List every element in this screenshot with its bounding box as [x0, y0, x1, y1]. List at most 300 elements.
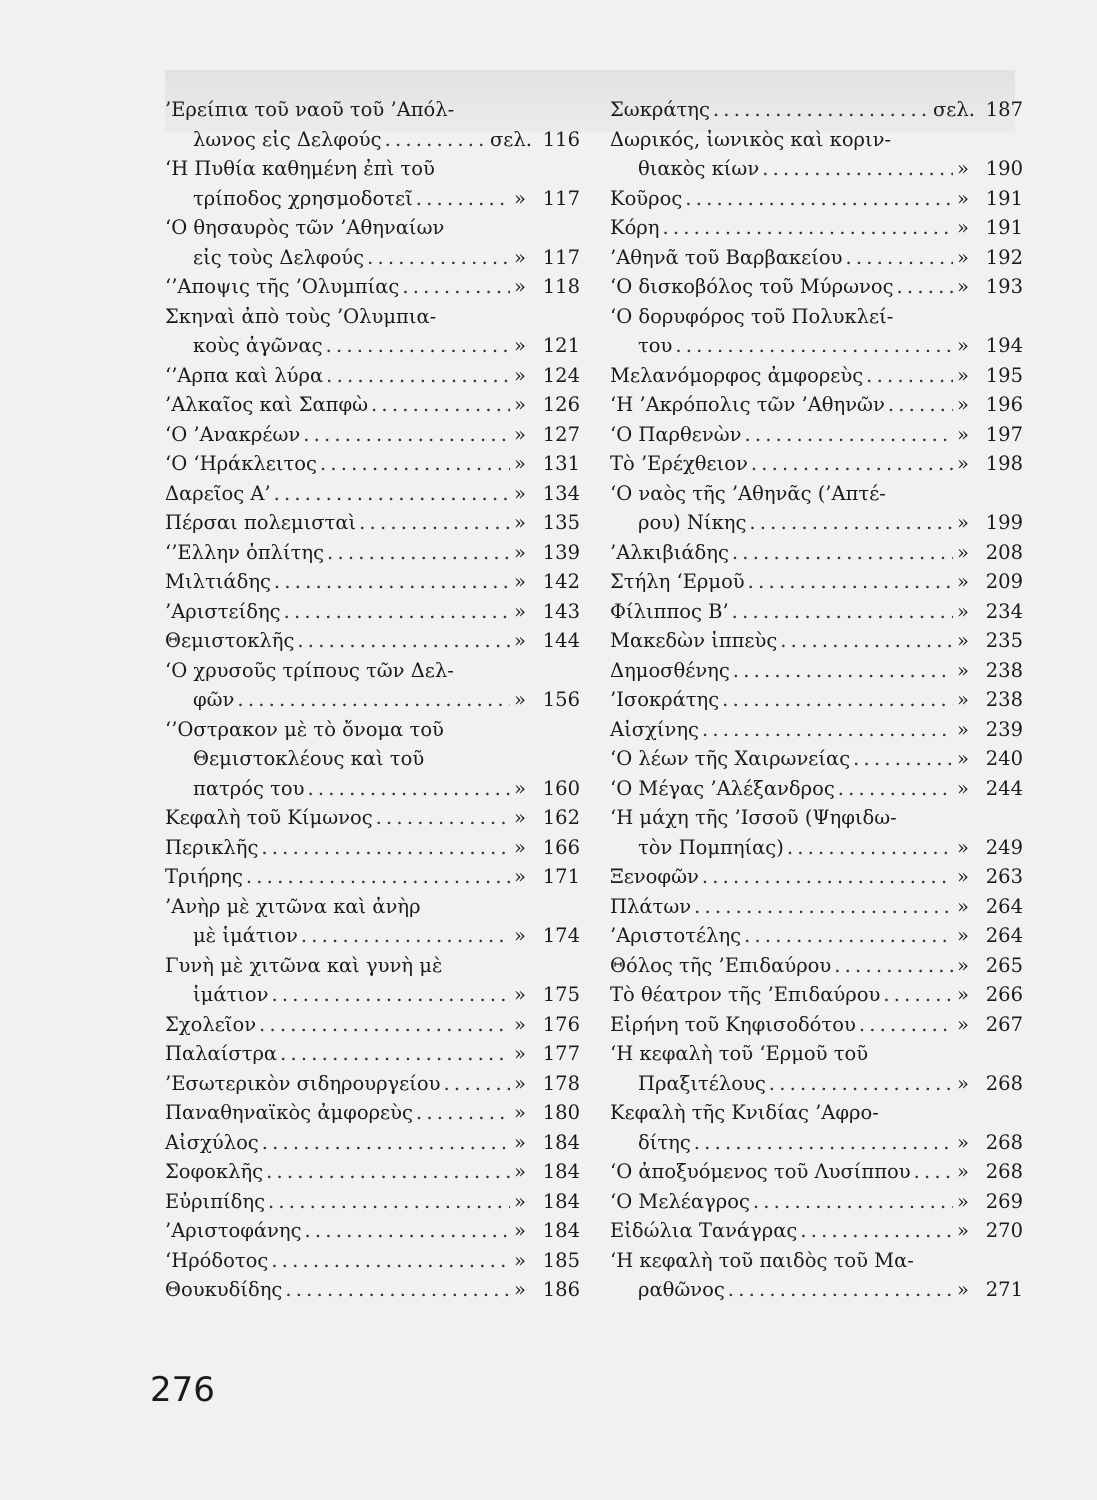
- page-number: 276: [150, 1370, 215, 1410]
- entry-title: πατρός του: [193, 776, 305, 800]
- entry-title: Φίλιππος Β’: [610, 599, 729, 623]
- page-mark: »: [957, 865, 969, 888]
- page-ref: 265: [985, 953, 1023, 977]
- leader-dots: [749, 508, 953, 538]
- page-mark: »: [514, 363, 526, 387]
- entry-title: Παλαίστρα: [165, 1042, 278, 1065]
- leader-dots: [280, 1039, 510, 1069]
- page-mark: »: [514, 1219, 526, 1242]
- page-mark: σελ.: [490, 127, 532, 151]
- index-entry: [165, 597, 580, 627]
- page-ref: 191: [985, 186, 1023, 210]
- page-mark: »: [514, 599, 526, 623]
- page-mark: »: [957, 216, 969, 239]
- entry-title: ‘Η μάχη τῆς ’Ισσοῦ (Ψηφιδω-: [610, 806, 897, 829]
- page-mark: »: [957, 1278, 969, 1301]
- leader-dots: [326, 331, 510, 361]
- index-entry: [610, 184, 1023, 214]
- page-ref: 124: [542, 363, 580, 387]
- page-mark: »: [514, 334, 526, 357]
- page-mark: »: [514, 452, 526, 475]
- entry-title: ‘Ο Μέγας ’Αλέξανδρος: [610, 776, 835, 800]
- index-entry: [165, 1069, 580, 1099]
- entry-title: Σοφοκλῆς: [165, 1160, 264, 1183]
- index-entry: [165, 243, 580, 273]
- index-entry: [610, 1246, 1023, 1276]
- entry-title: Θεμιστοκλῆς: [165, 629, 295, 652]
- index-entry: [165, 1010, 580, 1040]
- page-ref: 184: [542, 1130, 580, 1154]
- page-ref: 199: [985, 511, 1023, 534]
- page-mark: »: [514, 186, 526, 210]
- page-mark: »: [957, 363, 969, 387]
- page-mark: »: [957, 835, 969, 859]
- entry-title: Δαρεῖος Α’: [165, 481, 271, 505]
- page-ref: 171: [542, 865, 580, 888]
- page-mark: σελ.: [933, 98, 975, 121]
- leader-dots: [732, 538, 953, 568]
- index-entry: [610, 479, 1023, 509]
- page-ref: 197: [985, 422, 1023, 446]
- page-ref: 268: [985, 1071, 1023, 1095]
- index-entry: [610, 656, 1023, 686]
- page-mark: »: [957, 953, 969, 977]
- index-entry: [165, 1246, 580, 1276]
- page-mark: »: [957, 452, 969, 475]
- index-entry: [610, 508, 1023, 538]
- index-entry: [165, 449, 580, 479]
- index-entry: [165, 951, 580, 981]
- leader-dots: [800, 1216, 953, 1246]
- page-ref: 180: [542, 1101, 580, 1124]
- entry-title: Στήλη ‘Ερμοῦ: [610, 570, 745, 593]
- page-ref: 176: [542, 1012, 580, 1036]
- page-ref: 264: [985, 894, 1023, 918]
- page-ref: 240: [985, 747, 1023, 770]
- page-mark: »: [514, 511, 526, 534]
- index-entry: [610, 626, 1023, 656]
- page-ref: 175: [542, 983, 580, 1006]
- entry-title: ’Αλκιβιάδης: [610, 540, 729, 564]
- page-mark: »: [514, 776, 526, 800]
- index-entry: [165, 744, 580, 774]
- leader-dots: [274, 479, 510, 509]
- page-mark: »: [957, 983, 969, 1006]
- entry-title: ‘Ο θησαυρὸς τῶν ’Αθηναίων: [165, 216, 445, 239]
- page-mark: »: [514, 481, 526, 505]
- entry-title: ‘’Ελλην ὁπλίτης: [165, 540, 325, 564]
- page-ref: 266: [985, 983, 1023, 1006]
- leader-dots: [834, 951, 953, 981]
- page-ref: 190: [985, 157, 1023, 180]
- page-ref: 191: [985, 216, 1023, 239]
- index-entry: [165, 685, 580, 715]
- leader-dots: [753, 1187, 953, 1217]
- page-ref: 118: [542, 275, 580, 298]
- page-mark: »: [957, 688, 969, 711]
- leader-dots: [694, 892, 953, 922]
- entry-title: ‘Ο δορυφόρος τοῦ Πολυκλεί-: [610, 304, 894, 328]
- page-mark: »: [514, 1248, 526, 1272]
- page-mark: »: [514, 570, 526, 593]
- entry-title: ‘Ηρόδοτος: [165, 1248, 269, 1272]
- page-mark: »: [957, 717, 969, 741]
- page-ref: 127: [542, 422, 580, 446]
- leader-dots: [787, 833, 953, 863]
- leader-dots: [303, 420, 510, 450]
- page-ref: 244: [985, 776, 1023, 800]
- page-ref: 121: [542, 334, 580, 357]
- page-ref: 184: [542, 1219, 580, 1242]
- index-entry: [610, 361, 1023, 391]
- index-entry: [165, 1039, 580, 1069]
- index-entry: [610, 1039, 1023, 1069]
- entry-title: ‘’Αποψις τῆς ’Ολυμπίας: [165, 275, 400, 298]
- index-entry: [610, 390, 1023, 420]
- index-entry: [610, 95, 1023, 125]
- page-mark: »: [957, 275, 969, 298]
- entry-title: ‘Ο λέων τῆς Χαιρωνείας: [610, 747, 851, 770]
- leader-dots: [271, 1246, 510, 1276]
- leader-dots: [748, 567, 953, 597]
- page-mark: »: [514, 865, 526, 888]
- leader-dots: [744, 921, 953, 951]
- page-ref: 269: [985, 1189, 1023, 1213]
- entry-title: Εὐριπίδης: [165, 1189, 266, 1213]
- page-ref: 196: [985, 393, 1023, 416]
- leader-dots: [859, 1010, 953, 1040]
- entry-title: Αἰσχίνης: [610, 717, 699, 741]
- page-ref: 135: [542, 511, 580, 534]
- entry-title: Θόλος τῆς ’Επιδαύρου: [610, 953, 832, 977]
- page-ref: 263: [985, 865, 1023, 888]
- index-entry: [165, 184, 580, 214]
- entry-title: ραθῶνος: [638, 1278, 725, 1301]
- page-ref: 177: [542, 1042, 580, 1065]
- entry-title: ’Αριστείδης: [165, 599, 281, 623]
- index-entry: [610, 567, 1023, 597]
- leader-dots: [722, 685, 953, 715]
- leader-dots: [385, 125, 486, 155]
- page-ref: 238: [985, 658, 1023, 682]
- leader-dots: [402, 272, 510, 302]
- index-entry: [165, 1157, 580, 1187]
- entry-title: ’Ερείπια τοῦ ναοῦ τοῦ ’Απόλ-: [165, 98, 455, 121]
- entry-title: ‘Η ’Ακρόπολις τῶν ’Αθηνῶν: [610, 393, 885, 416]
- page-mark: »: [514, 1130, 526, 1154]
- page-mark: »: [957, 422, 969, 446]
- leader-dots: [371, 390, 510, 420]
- index-entry: [165, 656, 580, 686]
- leader-dots: [285, 1275, 510, 1305]
- entry-title: ‘Η Πυθία καθημένη ἐπὶ τοῦ: [165, 157, 435, 180]
- page-ref: 139: [542, 540, 580, 564]
- entry-title: ‘Η κεφαλὴ τοῦ ‘Ερμοῦ τοῦ: [610, 1042, 869, 1065]
- index-entry: [165, 213, 580, 243]
- entry-title: του: [638, 334, 673, 357]
- leader-dots: [261, 833, 510, 863]
- index-entry: [610, 803, 1023, 833]
- index-entry: [165, 980, 580, 1010]
- entry-title: Πραξιτέλους: [638, 1071, 766, 1095]
- page-mark: »: [957, 658, 969, 682]
- page-mark: »: [957, 511, 969, 534]
- page-mark: »: [514, 1012, 526, 1036]
- page-ref: 249: [985, 835, 1023, 859]
- leader-dots: [376, 803, 510, 833]
- page-mark: »: [957, 1012, 969, 1036]
- page-ref: 267: [985, 1012, 1023, 1036]
- index-entry: [165, 1275, 580, 1305]
- page-mark: »: [957, 393, 969, 416]
- page-mark: »: [957, 924, 969, 947]
- page-ref: 268: [985, 1160, 1023, 1183]
- entry-title: ’Ισοκράτης: [610, 688, 720, 711]
- index-entry: [610, 420, 1023, 450]
- entry-title: ’Αλκαῖος καὶ Σαπφὼ: [165, 393, 369, 416]
- entry-title: Πέρσαι πολεμισταὶ: [165, 511, 357, 534]
- leader-dots: [266, 1157, 510, 1187]
- page-ref: 192: [985, 245, 1023, 269]
- index-entry: [165, 479, 580, 509]
- leader-dots: [845, 243, 953, 273]
- page-mark: »: [957, 1071, 969, 1095]
- index-entry: [610, 125, 1023, 155]
- index-entry: [165, 1216, 580, 1246]
- entry-title: θιακὸς κίων: [638, 157, 760, 180]
- index-entry: [165, 1128, 580, 1158]
- leader-dots: [866, 361, 953, 391]
- entry-title: ἱμάτιον: [193, 983, 269, 1006]
- entry-title: ’Εσωτερικὸν σιδηρουργείου: [165, 1071, 441, 1095]
- leader-dots: [883, 980, 953, 1010]
- page-ref: 184: [542, 1189, 580, 1213]
- page-mark: »: [957, 1219, 969, 1242]
- index-entry: [610, 892, 1023, 922]
- index-entry: [610, 685, 1023, 715]
- index-entry: [165, 715, 580, 745]
- page-mark: »: [957, 570, 969, 593]
- page-mark: »: [957, 1189, 969, 1213]
- entry-title: Κεφαλὴ τῆς Κνιδίας ’Αφρο-: [610, 1101, 879, 1124]
- leader-dots: [751, 449, 953, 479]
- leader-dots: [307, 774, 510, 804]
- page-ref: 234: [985, 599, 1023, 623]
- page-mark: »: [957, 747, 969, 770]
- entry-title: Πλάτων: [610, 894, 692, 918]
- index-entry: [165, 508, 580, 538]
- index-entry: [610, 862, 1023, 892]
- entry-title: Τριήρης: [165, 865, 243, 888]
- index-entry: [610, 951, 1023, 981]
- index-entry: [165, 833, 580, 863]
- leader-dots: [780, 626, 953, 656]
- entry-title: Σχολεῖον: [165, 1012, 257, 1036]
- entry-title: ‘’Οστρακον μὲ τὸ ὄνομα τοῦ: [165, 717, 444, 741]
- index-entry: [165, 538, 580, 568]
- leader-dots: [320, 449, 510, 479]
- leader-dots: [327, 538, 510, 568]
- leader-dots: [359, 508, 510, 538]
- page-mark: »: [514, 422, 526, 446]
- page-ref: 126: [542, 393, 580, 416]
- entry-title: Κόρη: [610, 216, 660, 239]
- page-mark: »: [514, 835, 526, 859]
- page-mark: »: [514, 393, 526, 416]
- page-mark: »: [957, 629, 969, 652]
- entry-title: λωνος εἰς Δελφούς: [193, 127, 382, 151]
- index-entry: [610, 597, 1023, 627]
- index-entry: [610, 1128, 1023, 1158]
- index-entry: [610, 744, 1023, 774]
- index-entry: [610, 1157, 1023, 1187]
- leader-dots: [838, 774, 953, 804]
- page-mark: »: [957, 1130, 969, 1154]
- entry-title: Περικλῆς: [165, 835, 259, 859]
- leader-dots: [675, 331, 953, 361]
- index-entry: [610, 921, 1023, 951]
- entry-title: ‘Ο ἀποξυόμενος τοῦ Λυσίππου: [610, 1160, 911, 1183]
- leader-dots: [416, 1098, 510, 1128]
- entry-title: ρου) Νίκης: [638, 511, 747, 534]
- index-entry: [165, 803, 580, 833]
- page-mark: »: [514, 924, 526, 947]
- page-ref: 144: [542, 629, 580, 652]
- index-entry: [165, 331, 580, 361]
- page-ref: 178: [542, 1071, 580, 1095]
- page-ref: 239: [985, 717, 1023, 741]
- index-entry: [165, 272, 580, 302]
- page-mark: »: [514, 983, 526, 1006]
- entry-title: Δημοσθένης: [610, 658, 730, 682]
- index-column-right: [610, 95, 1023, 1305]
- index-entry: [610, 1010, 1023, 1040]
- leader-dots: [268, 1187, 510, 1217]
- leader-dots: [702, 862, 953, 892]
- page-mark: »: [957, 776, 969, 800]
- index-entry: [165, 892, 580, 922]
- entry-title: ‘Ο Παρθενὼν: [610, 422, 742, 446]
- page-ref: 194: [985, 334, 1023, 357]
- leader-dots: [367, 243, 510, 273]
- entry-title: ‘Ο ‘Ηράκλειτος: [165, 452, 317, 475]
- page-mark: »: [514, 1101, 526, 1124]
- entry-title: Τὸ ’Ερέχθειον: [610, 452, 748, 475]
- page-mark: »: [957, 186, 969, 210]
- page-mark: »: [514, 806, 526, 829]
- leader-dots: [733, 656, 953, 686]
- page-ref: 195: [985, 363, 1023, 387]
- leader-dots: [237, 685, 510, 715]
- index-entry: [610, 331, 1023, 361]
- index-entry: [610, 538, 1023, 568]
- entry-title: Θουκυδίδης: [165, 1278, 283, 1301]
- index-entry: [610, 715, 1023, 745]
- entry-title: Εἰρήνη τοῦ Κηφισοδότου: [610, 1012, 856, 1036]
- leader-dots: [888, 390, 953, 420]
- page-ref: 160: [542, 776, 580, 800]
- index-entry: [165, 390, 580, 420]
- entry-title: Θεμιστοκλέους καὶ τοῦ: [193, 747, 425, 770]
- entry-title: Σκηναὶ ἀπὸ τοὺς ’Ολυμπια-: [165, 304, 437, 328]
- index-entry: [610, 449, 1023, 479]
- entry-title: μὲ ἱμάτιον: [193, 924, 298, 947]
- entry-title: Τὸ θέατρον τῆς ’Επιδαύρου: [610, 983, 881, 1006]
- entry-title: ’Αριστοτέλης: [610, 924, 742, 947]
- page-ref: 208: [985, 540, 1023, 564]
- page-ref: 193: [985, 275, 1023, 298]
- page-ref: 143: [542, 599, 580, 623]
- page-mark: »: [957, 540, 969, 564]
- page-mark: »: [514, 275, 526, 298]
- page-ref: 142: [542, 570, 580, 593]
- index-entry: [165, 862, 580, 892]
- page-mark: »: [514, 1042, 526, 1065]
- page-mark: »: [514, 688, 526, 711]
- page-mark: »: [957, 894, 969, 918]
- entry-title: τὸν Πομπηίας): [638, 835, 784, 859]
- index-entry: [610, 774, 1023, 804]
- entry-title: Μιλτιάδης: [165, 570, 271, 593]
- entry-title: Παναθηναϊκὸς ἀμφορεὺς: [165, 1101, 413, 1124]
- index-entry: [165, 921, 580, 951]
- leader-dots: [853, 744, 953, 774]
- index-entry: [610, 243, 1023, 273]
- page-mark: »: [514, 1278, 526, 1301]
- page-ref: 116: [542, 127, 580, 151]
- index-entry: [610, 1098, 1023, 1128]
- page-mark: »: [957, 599, 969, 623]
- index-entry: [610, 833, 1023, 863]
- entry-title: Μακεδὼν ἱππεὺς: [610, 629, 778, 652]
- page-mark: »: [514, 1189, 526, 1213]
- leader-dots: [262, 1128, 510, 1158]
- entry-title: εἰς τοὺς Δελφούς: [193, 245, 365, 269]
- entry-title: Σωκράτης: [610, 98, 710, 121]
- entry-title: ‘Ο ναὸς τῆς ’Αθηνᾶς (’Απτέ-: [610, 481, 886, 505]
- leader-dots: [914, 1157, 953, 1187]
- index-entry: [610, 1275, 1023, 1305]
- page-ref: 264: [985, 924, 1023, 947]
- page-mark: »: [957, 245, 969, 269]
- entry-title: Αἰσχύλος: [165, 1130, 259, 1154]
- page-mark: »: [957, 334, 969, 357]
- index-entry: [165, 420, 580, 450]
- page-ref: 117: [542, 245, 580, 269]
- entry-title: Γυνὴ μὲ χιτῶνα καὶ γυνὴ μὲ: [165, 953, 443, 977]
- page-ref: 187: [985, 98, 1023, 121]
- leader-dots: [305, 1216, 510, 1246]
- leader-dots: [769, 1069, 953, 1099]
- leader-dots: [897, 272, 953, 302]
- index-entry: [610, 980, 1023, 1010]
- index-entry: [165, 1187, 580, 1217]
- leader-dots: [284, 597, 510, 627]
- leader-dots: [744, 420, 953, 450]
- leader-dots: [728, 1275, 953, 1305]
- page-ref: 270: [985, 1219, 1023, 1242]
- index-entry: [165, 1098, 580, 1128]
- index-entry: [165, 302, 580, 332]
- page-ref: 174: [542, 924, 580, 947]
- page-ref: 166: [542, 835, 580, 859]
- entry-title: δίτης: [638, 1130, 691, 1154]
- page-ref: 238: [985, 688, 1023, 711]
- page-mark: »: [514, 1071, 526, 1095]
- entry-title: φῶν: [193, 688, 235, 711]
- leader-dots: [272, 980, 510, 1010]
- page-ref: 131: [542, 452, 580, 475]
